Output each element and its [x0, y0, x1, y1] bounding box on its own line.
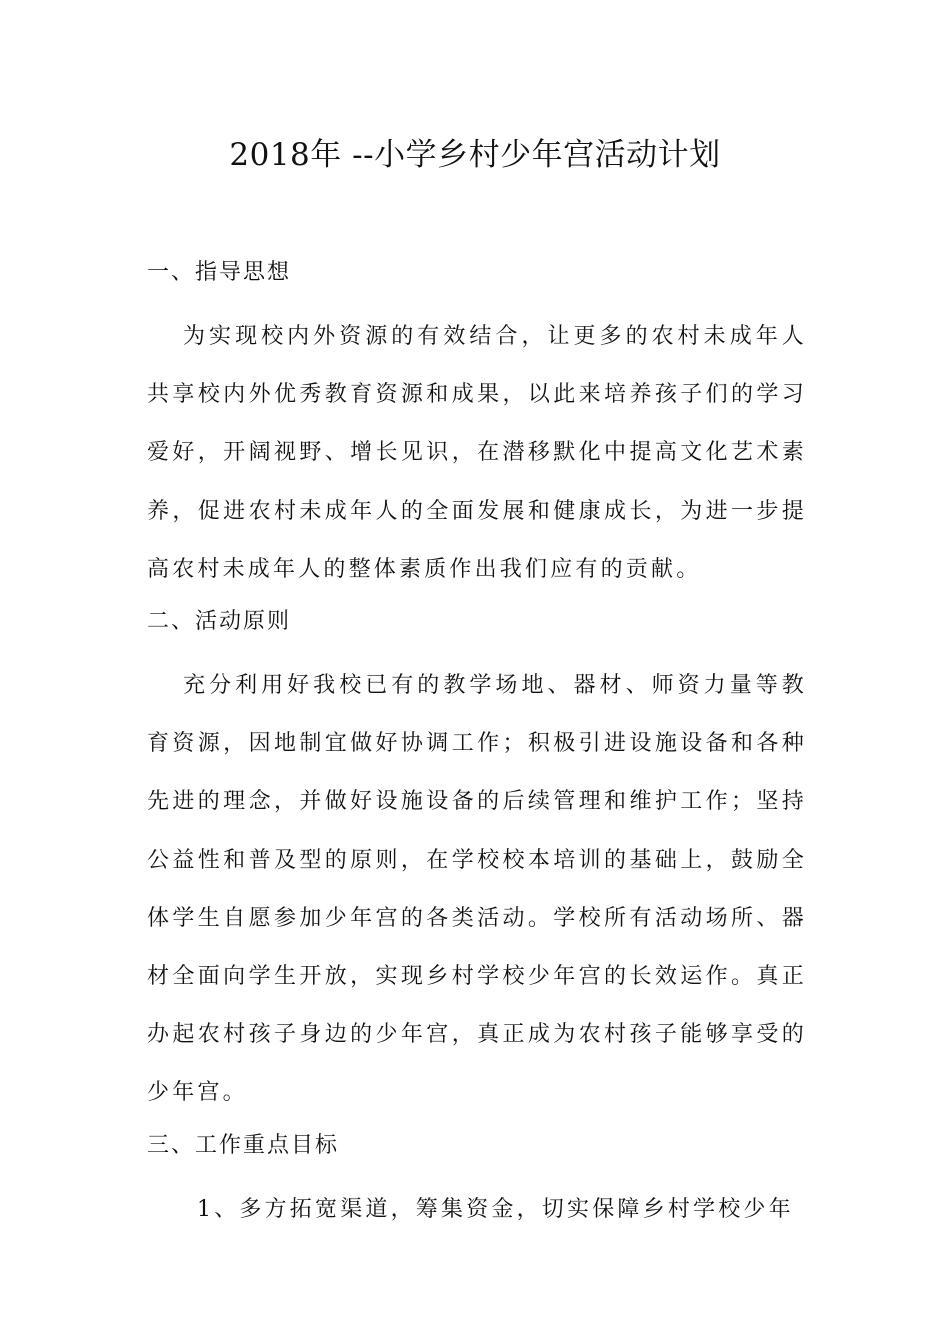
section-heading-activity-principles: 二、活动原则 — [147, 609, 292, 635]
document-body — [147, 250, 807, 1239]
document-title: 2018年 --小学乡村少年宫活动计划 — [229, 137, 721, 173]
paragraph-work-goal-1: 1、多方拓宽渠道，筹集资金，切实保障乡村学校少年 — [197, 1196, 794, 1222]
paragraph-activity-principles: 充分利用好我校已有的教学场地、器材、师资力量等教育资源，因地制宜做好协调工作；积极引进设施设备和各种先进的理念，并做好设施设备的后续管理和维护工作；坚持公益性和普及型的原则，在学校校本培训的基础上，鼓励全体学生自愿参加少年宫的各类活动。学校所有活动场所、器材全面向学生开放，实现乡村学校少年宫的长效运作。真正办起农村孩子身边的少年宫，真正成为农村孩子能够享受的少年宫。 — [147, 673, 807, 1106]
paragraph-guiding-ideology: 为实现校内外资源的有效结合，让更多的农村未成年人共享校内外优秀教育资源和成果，以此来培养孩子们的学习爱好，开阔视野、增长见识，在潜移默化中提高文化艺术素养，促进农村未成年人的全面发展和健康成长，为进一步提高农村未成年人的整体素质作出我们应有的贡献。 — [147, 324, 807, 582]
section-heading-work-goals: 三、工作重点目标 — [147, 1132, 340, 1158]
section-heading-guiding-ideology: 一、指导思想 — [147, 260, 292, 285]
